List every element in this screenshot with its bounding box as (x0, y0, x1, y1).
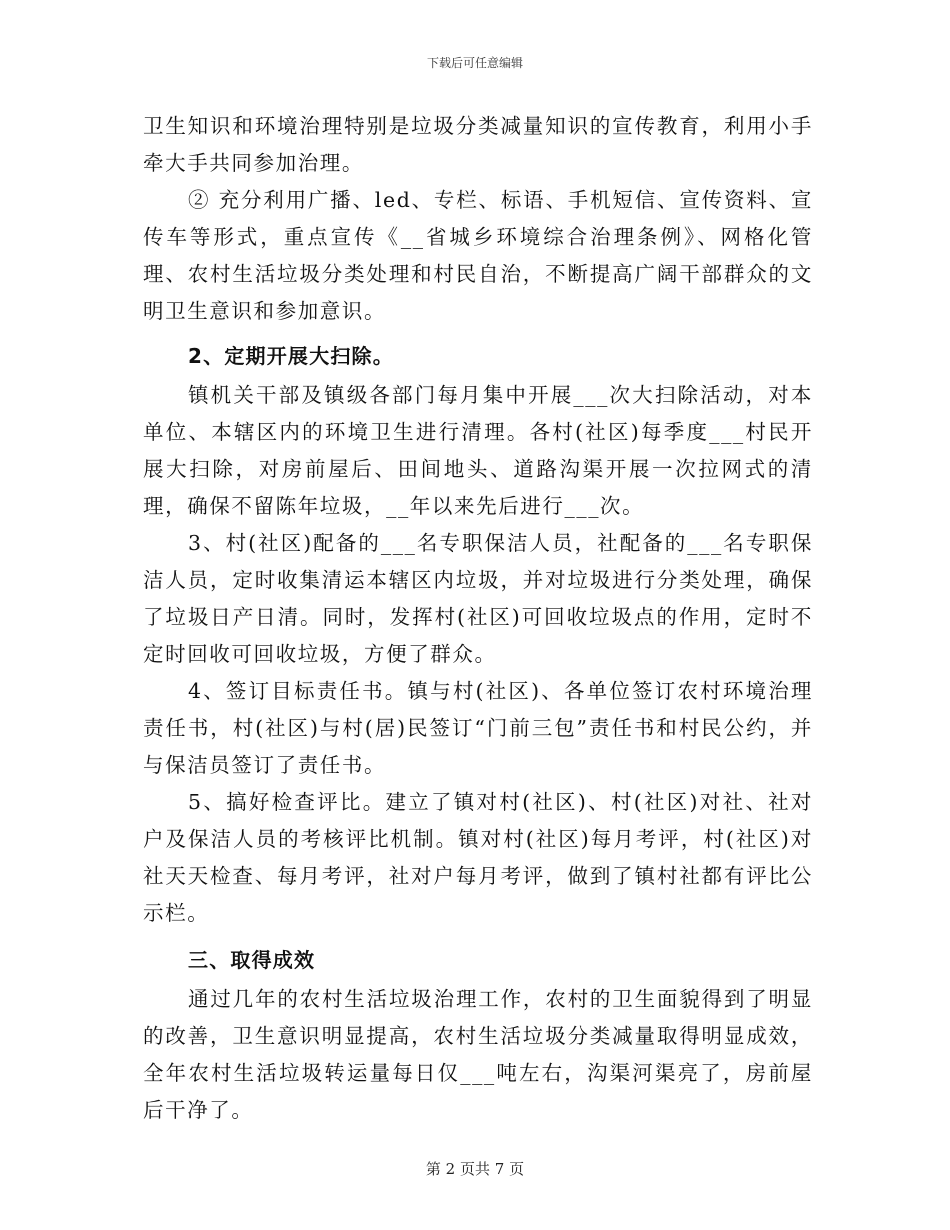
paragraph-item-3: 3、村(社区)配备的___名专职保洁人员，社配备的___名专职保洁人员，定时收集清运本辖区内垃圾，并对垃圾进行分类处理，确保了垃圾日产日清。同时，发挥村(社区)可回收垃圾点的作用，定时不定时回收可回收垃圾，方便了群众。 (143, 531, 813, 666)
paragraph-results: 通过几年的农村生活垃圾治理工作，农村的卫生面貌得到了明显的改善，卫生意识明显提高，农村生活垃圾分类减量取得明显成效，全年农村生活垃圾转运量每日仅___吨左右，沟渠河渠亮了，房前屋后干净了。 (143, 987, 813, 1122)
paragraph-cleaning: 镇机关干部及镇级各部门每月集中开展___次大扫除活动，对本单位、本辖区内的环境卫生进行清理。各村(社区)每季度___村民开展大扫除，对房前屋后、田间地头、道路沟渠开展一次拉网式的清理，确保不留陈年垃圾，__年以来先后进行___次。 (143, 383, 813, 518)
section-heading-results: 三、取得成效 (188, 948, 316, 972)
section-heading-cleaning: 2、定期开展大扫除。 (188, 344, 394, 368)
page-header: 下载后可任意编辑 (426, 56, 523, 70)
document-body (143, 108, 813, 1129)
paragraph-item-5: 5、搞好检查评比。建立了镇对村(社区)、村(社区)对社、社对户及保洁人员的考核评比机制。镇对村(社区)每月考评，村(社区)对社天天检查、每月考评，社对户每月考评，做到了镇村社都有评比公示栏。 (143, 790, 813, 925)
page-number: 第 2 页共 7 页 (425, 1160, 525, 1178)
paragraph-continued: 卫生知识和环境治理特别是垃圾分类减量知识的宣传教育，利用小手牵大手共同参加治理。 (143, 114, 813, 175)
paragraph-item-4: 4、签订目标责任书。镇与村(社区)、各单位签订农村环境治理责任书，村(社区)与村(居)民签订“门前三包”责任书和村民公约，并与保洁员签订了责任书。 (143, 679, 813, 777)
paragraph-publicity: ② 充分利用广播、led、专栏、标语、手机短信、宣传资料、宣传车等形式，重点宣传《__省城乡环境综合治理条例》、网格化管理、农村生活垃圾分类处理和村民自治，不断提高广阔干部群众的文明卫生意识和参加意识。 (143, 188, 813, 323)
